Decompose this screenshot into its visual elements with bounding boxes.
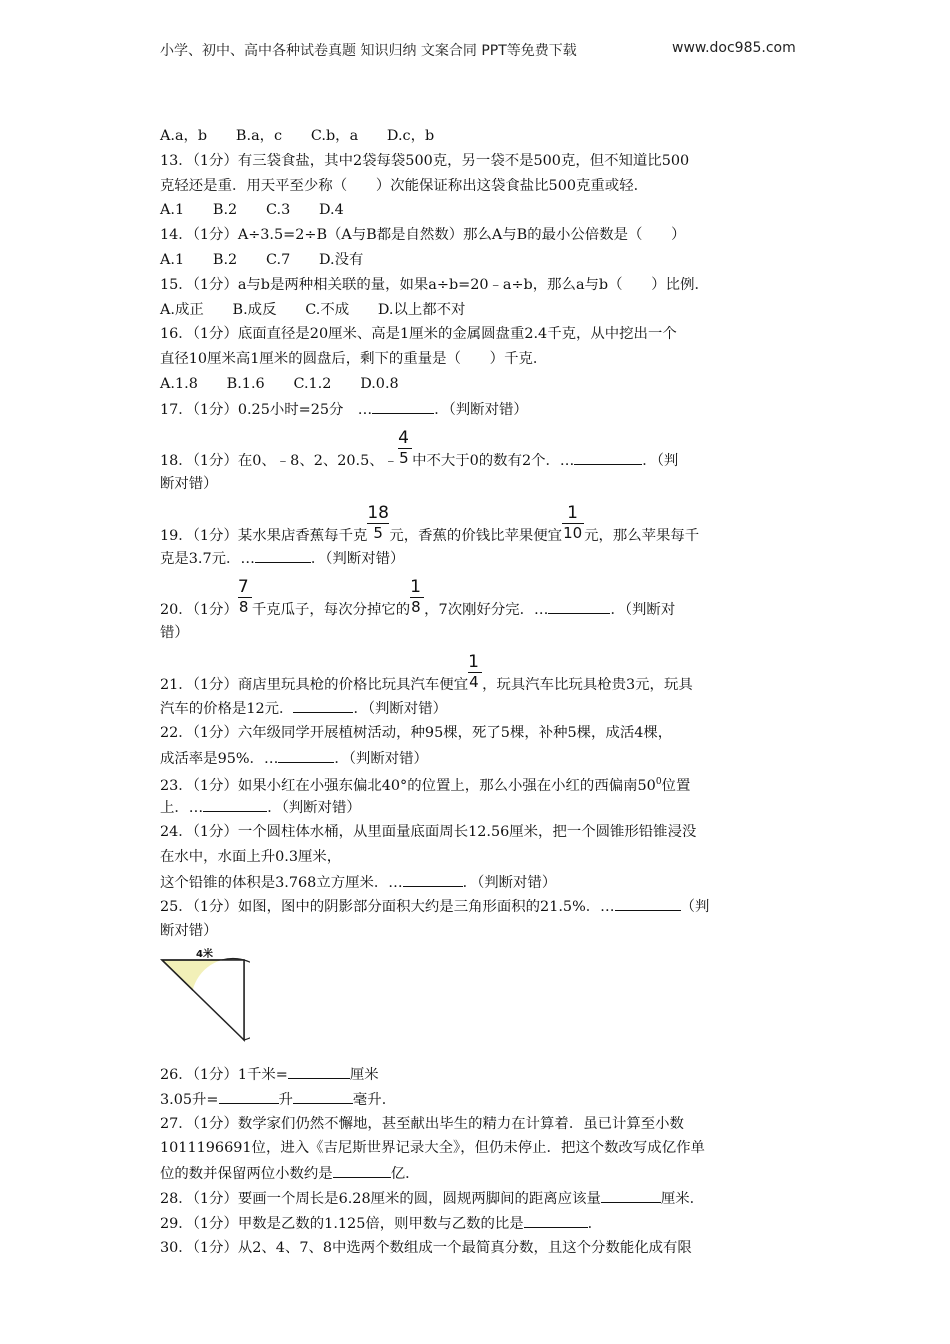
q19-text-c: 元，那么苹果每千 bbox=[584, 527, 700, 544]
q20-text-a: 20．（1分） bbox=[160, 602, 238, 619]
q19-f2-num: 1 bbox=[567, 502, 578, 523]
q25-text-a: 25．（1分）如图，图中的阴影部分面积大约是三角形面积的21.5%．… bbox=[160, 899, 615, 916]
q23-superscript: 0 bbox=[655, 777, 662, 788]
q19-text-b: 元，香蕉的价钱比苹果便宜 bbox=[389, 527, 563, 544]
q20-f1-den: 8 bbox=[238, 598, 249, 617]
q20-text-b: 千克瓜子，每次分掉它的 bbox=[251, 602, 411, 619]
q26-text-b: 厘米 bbox=[349, 1066, 379, 1083]
q18-line1 bbox=[160, 422, 800, 472]
q22-text-a: 成活率是95%．… bbox=[160, 750, 279, 767]
q27-line3 bbox=[160, 1161, 800, 1186]
q26-answer-blank-3[interactable] bbox=[293, 1087, 353, 1104]
q27-text-a: 位的数并保留两位小数约是 bbox=[160, 1166, 333, 1183]
q14-line1: 14．（1分）A÷3.5=2÷B（A与B都是自然数）那么A与B的最小公倍数是（ ） bbox=[160, 227, 686, 244]
page-header bbox=[160, 40, 800, 60]
q26-answer-blank-2[interactable] bbox=[219, 1087, 279, 1104]
q18-fraction bbox=[398, 427, 412, 467]
q21-fraction bbox=[468, 652, 482, 692]
q25-line2: 断对错） bbox=[160, 923, 218, 940]
q23-line2 bbox=[160, 795, 800, 820]
q26-text-d: 升 bbox=[278, 1091, 293, 1108]
q30-line1: 30．（1分）从2、4、7、8中选两个数组成一个最简真分数，且这个分数能化成有限 bbox=[160, 1239, 692, 1256]
q22-text-b: ．（判断对错） bbox=[334, 750, 428, 767]
q20-f2-num: 1 bbox=[410, 577, 421, 598]
q23-text-d: ．（判断对错） bbox=[267, 800, 361, 817]
q20-text-d: ．（判断对 bbox=[610, 602, 676, 619]
q19-text-d: 克是3.7元．… bbox=[160, 551, 255, 568]
q14-options: A.1 B.2 C.7 D.没有 bbox=[160, 251, 364, 268]
q29-text-b: ． bbox=[587, 1215, 603, 1232]
q29-text-a: 29．（1分）甲数是乙数的1.125倍，则甲数与乙数的比是 bbox=[160, 1215, 524, 1232]
q23-text-c: 上．… bbox=[160, 800, 204, 817]
q19-text-a: 19．（1分）某水果店香蕉每千克 bbox=[160, 527, 368, 544]
q18-text-a: 18．（1分）在0、﹣8、2、20.5、﹣ bbox=[160, 452, 399, 469]
q16-options: A.1.8 B.1.6 C.1.2 D.0.8 bbox=[160, 375, 399, 392]
q29-line1 bbox=[160, 1211, 800, 1236]
q26-text-e: 毫升． bbox=[352, 1091, 397, 1108]
q20-fraction-2 bbox=[410, 577, 424, 617]
q28-text-a: 28．（1分）要画一个周长是6.28厘米的圆，圆规两脚间的距离应该量 bbox=[160, 1190, 601, 1207]
q24-line2: 在水中，水面上升0.3厘米， bbox=[160, 848, 342, 865]
q21-f-num: 1 bbox=[468, 652, 479, 673]
q27-line1: 27．（1分）数学家们仍然不懈地，甚至献出毕生的精力在计算着．虽已计算至小数 bbox=[160, 1115, 684, 1132]
q25-line1 bbox=[160, 894, 800, 919]
q20-f1-num: 7 bbox=[237, 577, 249, 598]
q19-line1 bbox=[160, 496, 800, 546]
q27-line2: 1011196691位，进入《吉尼斯世界记录大全》，但仍未停止．把这个数改写成亿作单 bbox=[160, 1140, 705, 1157]
q21-line2 bbox=[160, 696, 800, 721]
q20-text-c: ，7次刚好分完．… bbox=[424, 602, 549, 619]
q21-text-c: 汽车的价格是12元． bbox=[160, 700, 294, 717]
figure-label: 4米 bbox=[196, 948, 213, 960]
q20-line2: 错） bbox=[160, 625, 189, 642]
q18-frac-den: 5 bbox=[399, 448, 409, 467]
q23-line1 bbox=[160, 770, 800, 795]
q27-answer-blank[interactable] bbox=[333, 1161, 391, 1178]
q21-line1 bbox=[160, 646, 800, 696]
q19-line2 bbox=[160, 546, 800, 571]
q19-answer-blank[interactable] bbox=[255, 546, 311, 563]
q18-line2: 断对错） bbox=[160, 475, 218, 492]
q20-fraction-1 bbox=[237, 577, 252, 617]
q21-text-b: ，玩具汽车比玩具枪贵3元，玩具 bbox=[482, 677, 693, 694]
triangle-semicircle-diagram bbox=[160, 948, 250, 1042]
q13-line1: 13．（1分）有三袋食盐，其中2袋每袋500克，另一袋不是500克，但不知道比500 bbox=[160, 152, 690, 169]
q12-options: A.a，b B.a，c C.b，a D.c，b bbox=[160, 128, 435, 144]
q20-line1 bbox=[160, 571, 800, 621]
q17-line1 bbox=[160, 397, 800, 422]
q22-answer-blank[interactable] bbox=[278, 746, 334, 763]
q28-text-b: 厘米． bbox=[660, 1190, 705, 1207]
q17-answer-blank[interactable] bbox=[372, 397, 434, 414]
q26-text-a: 26．（1分）1千米= bbox=[160, 1066, 288, 1083]
q24-line1: 24．（1分）一个圆柱体水桶，从里面量底面周长12.56厘米，把一个圆锥形铅锥浸没 bbox=[160, 823, 697, 840]
header-site-link[interactable]: www.doc985.com bbox=[672, 40, 796, 56]
q18-text-c: ．（判 bbox=[642, 452, 679, 469]
q29-answer-blank[interactable] bbox=[524, 1211, 588, 1228]
q26-text-c: 3.05升= bbox=[160, 1091, 219, 1108]
q24-text-a: 这个铅锥的体积是3.768立方厘米．… bbox=[160, 874, 403, 891]
q28-answer-blank[interactable] bbox=[601, 1186, 661, 1203]
q24-text-b: ．（判断对错） bbox=[462, 874, 557, 891]
q16-line1: 16．（1分）底面直径是20厘米、高是1厘米的金属圆盘重2.4千克，从中挖出一个 bbox=[160, 326, 677, 343]
q15-options: A.成正 B.成反 C.不成 D.以上都不对 bbox=[160, 301, 466, 318]
q27-text-b: 亿． bbox=[390, 1166, 420, 1183]
q19-f1-den: 5 bbox=[373, 523, 383, 542]
q19-fraction-2 bbox=[562, 502, 584, 542]
q21-text-a: 21．（1分）商店里玩具枪的价格比玩具汽车便宜 bbox=[160, 677, 469, 694]
header-text: 小学、初中、高中各种试卷真题 知识归纳 文案合同 PPT等免费下载 bbox=[160, 43, 577, 59]
q13-line2: 克轻还是重．用天平至少称（ ）次能保证称出这袋食盐比500克重或轻． bbox=[160, 177, 648, 194]
q18-frac-num: 4 bbox=[398, 427, 409, 448]
q19-f2-den: 10 bbox=[563, 523, 583, 542]
q17-text-b: ．（判断对错） bbox=[434, 401, 528, 418]
q19-text-e: ．（判断对错） bbox=[310, 551, 405, 568]
q22-line2 bbox=[160, 746, 800, 771]
q20-f2-den: 8 bbox=[411, 598, 421, 617]
q26-answer-blank-1[interactable] bbox=[288, 1062, 350, 1079]
q25-figure bbox=[160, 944, 800, 1062]
q19-f1-num: 18 bbox=[367, 502, 389, 523]
q23-text-b: 位置 bbox=[661, 778, 691, 795]
q25-answer-blank[interactable] bbox=[615, 894, 681, 911]
q23-answer-blank[interactable] bbox=[203, 795, 267, 812]
q20-answer-blank[interactable] bbox=[548, 597, 610, 614]
q25-text-b: （判 bbox=[680, 899, 710, 916]
q18-text-b: 中不大于0的数有2个．… bbox=[412, 452, 575, 469]
q21-answer-blank[interactable] bbox=[293, 696, 353, 713]
q28-line1 bbox=[160, 1186, 800, 1211]
q24-answer-blank[interactable] bbox=[403, 870, 463, 887]
q17-text-a: 17．（1分）0.25小时=25分 … bbox=[160, 401, 373, 418]
q21-f-den: 4 bbox=[469, 673, 479, 692]
q21-text-d: ．（判断对错） bbox=[353, 700, 447, 717]
q19-fraction-1 bbox=[367, 502, 389, 542]
q16-line2: 直径10厘米高1厘米的圆盘后，剩下的重量是（ ）千克． bbox=[160, 351, 548, 368]
q22-line1: 22．（1分）六年级同学开展植树活动，种95棵，死了5棵，补种5棵，成活4棵， bbox=[160, 724, 673, 741]
q18-answer-blank[interactable] bbox=[574, 448, 642, 465]
q23-text-a: 23．（1分）如果小红在小强东偏北40°的位置上，那么小强在小红的西偏南50 bbox=[160, 778, 656, 795]
q26-line2 bbox=[160, 1087, 800, 1112]
q15-line1: 15．（1分）a与b是两种相关联的量，如果a÷b=20﹣a÷b，那么a与b（ ）比例． bbox=[160, 276, 709, 293]
q26-line1 bbox=[160, 1062, 800, 1087]
q13-options: A.1 B.2 C.3 D.4 bbox=[160, 202, 344, 219]
q24-line3 bbox=[160, 870, 800, 895]
exam-content bbox=[160, 124, 800, 1260]
